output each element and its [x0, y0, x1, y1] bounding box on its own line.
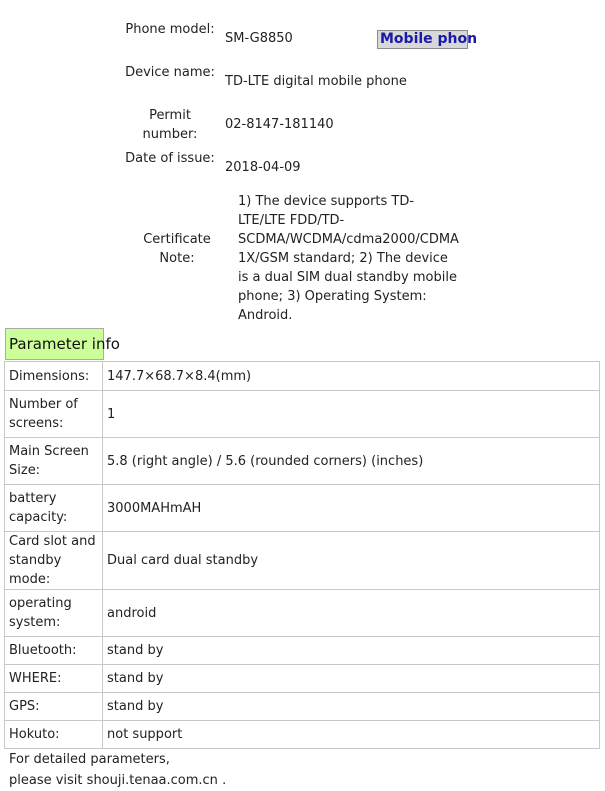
- phone-model-value: SM-G8850: [225, 31, 293, 46]
- table-row: [5, 637, 600, 665]
- footer-note: [9, 749, 226, 791]
- date-of-issue-label: [120, 149, 220, 168]
- param-value: stand by: [103, 693, 600, 721]
- certificate-note-value: 1) The device supports TD-LTE/LTE FDD/TD-SCDMA/WCDMA/cdma2000/CDMA 1X/GSM standard; 2) The device is a dual SIM dual standby mobile phone; 3) Operating System: Android.: [238, 194, 459, 323]
- mobile-phone-button[interactable]: Mobile phon: [377, 30, 468, 49]
- permit-number-label: [120, 106, 220, 144]
- certificate-note-label-text: Certificate Note:: [143, 232, 211, 266]
- footer-line-2: [9, 770, 226, 791]
- certificate-note-label: [127, 230, 227, 268]
- table-row: [5, 721, 600, 749]
- param-value: stand by: [103, 637, 600, 665]
- param-key: Number of screens:: [5, 391, 103, 438]
- footer-suffix: .: [222, 773, 227, 788]
- phone-model-label-text: Phone model:: [125, 22, 215, 37]
- param-key: operating system:: [5, 590, 103, 637]
- permit-number-value: 02-8147-181140: [225, 117, 334, 132]
- param-key: Bluetooth:: [5, 637, 103, 665]
- param-value: android: [103, 590, 600, 637]
- param-value: 1: [103, 391, 600, 438]
- table-row: [5, 532, 600, 590]
- table-row: [5, 391, 600, 438]
- device-name-label-text: Device name:: [125, 65, 215, 80]
- device-name-label: [120, 63, 220, 82]
- param-value: 5.8 (right angle) / 5.6 (rounded corners) (inches): [103, 438, 600, 485]
- param-value: 3000MAHmAH: [103, 485, 600, 532]
- phone-model-label: [120, 20, 220, 39]
- param-value: not support: [103, 721, 600, 749]
- date-of-issue-label-text: Date of issue:: [125, 151, 215, 166]
- permit-number-label-text: Permit number:: [142, 108, 198, 142]
- footer-prefix: please visit: [9, 773, 83, 788]
- param-key: GPS:: [5, 693, 103, 721]
- param-key: WHERE:: [5, 665, 103, 693]
- param-key: Main Screen Size:: [5, 438, 103, 485]
- param-key: Card slot and standby mode:: [5, 532, 103, 590]
- table-row: [5, 362, 600, 391]
- footer-line-1: For detailed parameters,: [9, 752, 170, 767]
- param-key: Hokuto:: [5, 721, 103, 749]
- table-row: [5, 485, 600, 532]
- table-row: [5, 693, 600, 721]
- device-name-value: TD-LTE digital mobile phone: [225, 74, 407, 89]
- table-row: [5, 438, 600, 485]
- parameters-table: [4, 361, 600, 749]
- table-row: [5, 665, 600, 693]
- param-value: stand by: [103, 665, 600, 693]
- date-of-issue-value: 2018-04-09: [225, 160, 301, 175]
- table-row: [5, 590, 600, 637]
- param-value: Dual card dual standby: [103, 532, 600, 590]
- tenaa-link[interactable]: shouji.tenaa.com.cn: [86, 773, 218, 788]
- parameter-info-header: Parameter info: [5, 328, 104, 360]
- param-key: battery capacity:: [5, 485, 103, 532]
- param-value: 147.7×68.7×8.4(mm): [103, 362, 600, 391]
- param-key: Dimensions:: [5, 362, 103, 391]
